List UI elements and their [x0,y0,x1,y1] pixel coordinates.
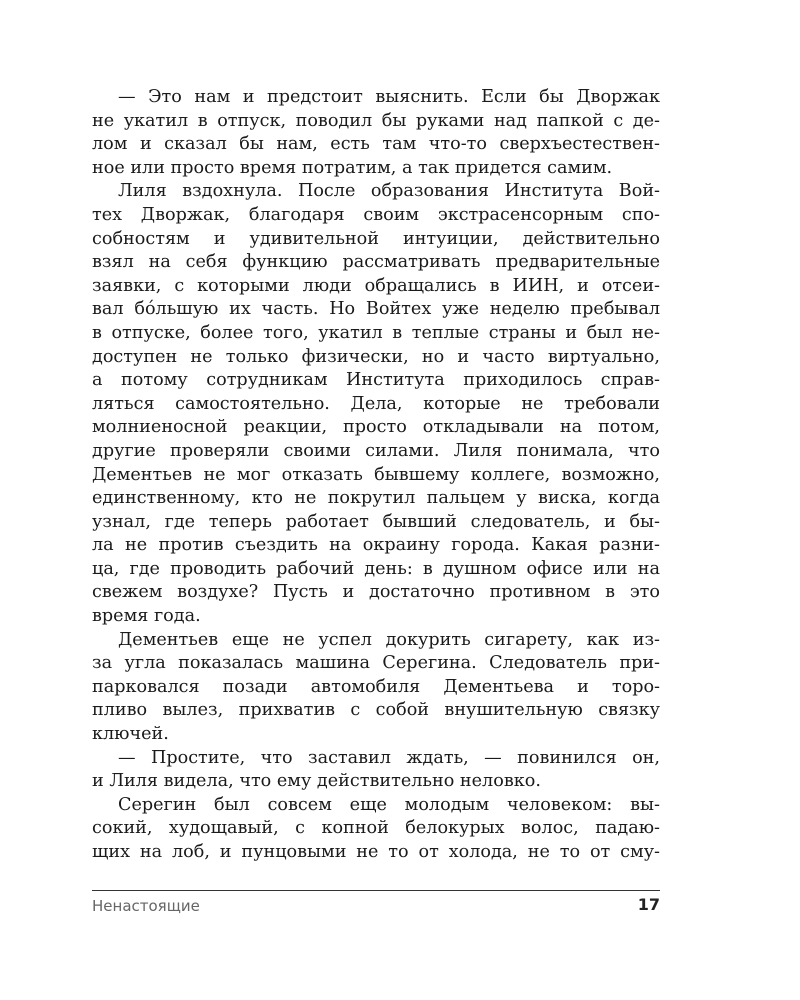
text-line: время года. [92,606,201,627]
text-line: ца, где проводить рабочий день: в душном офисе или на [92,558,660,579]
text-line: пливо вылез, прихватив с собой внушительную связку [92,700,660,721]
text-line: другие проверяли своими силами. Лиля понимала, что [92,440,660,461]
text-line: лом и сказал бы нам, есть там что-то сверхъестествен- [92,134,660,155]
text-line: молниеносной реакции, просто откладывали на потом, [92,417,660,438]
page-number: 17 [637,895,660,914]
text-line: сокий, худощавый, с копной белокурых волос, падаю- [92,818,660,839]
text-line: ла не против съездить на окраину города. Какая разни- [92,535,660,556]
text-line: единственному, кто не покрутил пальцем у виска, когда [92,488,660,509]
text-line: щих на лоб, и пунцовыми не то от холода, не то от сму- [92,842,660,862]
text-line: Дементьев еще не успел докурить сигарету, как из- [118,629,660,650]
text-line: — Это нам и предстоит выяснить. Если бы Дворжак [118,87,660,107]
text-line: в отпуске, более того, укатил в теплые страны и был не- [92,322,660,343]
running-title: Ненастоящие [92,897,200,915]
text-line: за угла показалась машина Серегина. Следователь при- [92,653,660,674]
text-line: тех Дворжак, благодаря своим экстрасенсорным спо- [92,204,660,225]
text-line: не укатил в отпуск, поводил бы руками над папкой с де- [92,110,660,131]
text-line: заявки, с которыми люди обращались в ИИН, и отсеи- [92,275,660,296]
text-line: парковался позади автомобиля Дементьева и торо- [92,676,660,697]
text-line: доступен не только физически, но и часто виртуально, [92,346,660,367]
text-line: Дементьев не мог отказать бывшему коллеге, возможно, [92,464,660,485]
text-line: взял на себя функцию рассматривать предварительные [92,252,660,273]
text-line: — Простите, что заставил ждать, — повинился он, [118,747,660,768]
text-line: свежем воздухе? Пусть и достаточно противном в это [92,582,660,603]
text-line: собностям и удивительной интуиции, действительно [92,228,660,249]
text-line: ключей. [92,724,169,745]
text-line: ляться самостоятельно. Дела, которые не требовали [92,393,660,414]
body-text [92,86,660,865]
text-line: Лиля вздохнула. После образования Института Вой- [118,181,660,202]
text-line: Серегин был совсем еще молодым человеком: вы- [118,794,660,815]
text-line: узнал, где теперь работает бывший следователь, и бы- [92,511,660,532]
text-line: вал бóльшую их часть. Но Войтех уже неделю пребывал [92,299,660,320]
text-line: ное или просто время потратим, а так придется самим. [92,157,613,178]
text-line: и Лиля видела, что ему действительно неловко. [92,771,541,792]
text-line: а потому сотрудникам Института приходилось справ- [92,370,660,391]
footer-rule [92,890,660,891]
